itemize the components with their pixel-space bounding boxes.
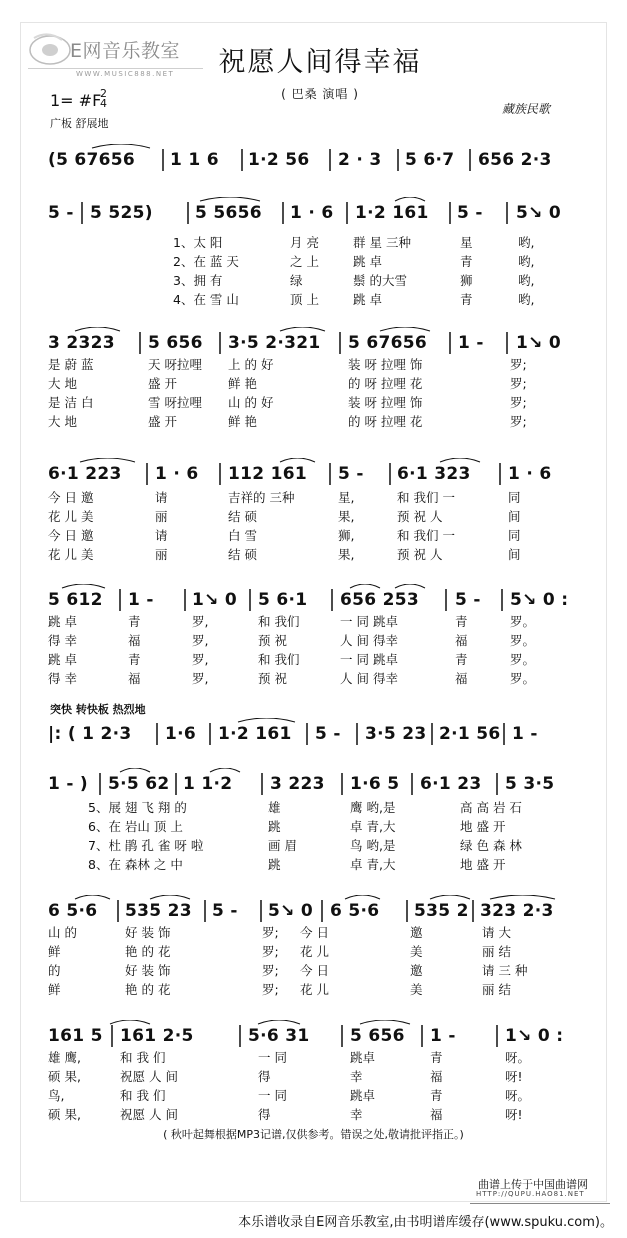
lyric-segment: 星, xyxy=(338,490,355,505)
measure-notes: 1·2 161 xyxy=(218,724,292,744)
lyric-segment: 之 上 xyxy=(290,254,319,269)
notation-row xyxy=(0,144,627,174)
measure-notes: 5 656 xyxy=(350,1026,405,1046)
lyric-line xyxy=(0,631,627,649)
slur xyxy=(62,584,105,588)
slur xyxy=(395,584,425,588)
lyric-line xyxy=(0,526,627,544)
slur xyxy=(75,895,110,899)
slur xyxy=(75,327,120,331)
lyric-segment: 跳卓 xyxy=(350,1050,376,1065)
lyric-segment: 丽 xyxy=(155,509,168,524)
footer-source: 本乐谱收录自E网音乐教室,由书明谱库缓存(www.spuku.com)。 xyxy=(238,1215,613,1230)
lyric-segment: 和 我们 一 xyxy=(397,528,455,543)
measure-notes: 5 - xyxy=(455,590,481,610)
measure-notes: 5 5656 xyxy=(195,203,262,223)
lyric-segment: 青 xyxy=(460,292,473,307)
singer-credit: ( 巴桑 演唱 ) xyxy=(281,87,359,101)
lyric-segment: 罗; xyxy=(262,982,279,997)
measure-notes: 535 23 xyxy=(125,901,192,921)
lyric-segment: 福 xyxy=(430,1069,443,1084)
measure-notes: 1 - xyxy=(458,333,484,353)
measure-notes: 1 - xyxy=(128,590,154,610)
slur xyxy=(490,895,555,899)
lyric-segment: 跳 xyxy=(268,819,281,834)
lyric-segment: 邀 xyxy=(410,963,423,978)
lyric-segment: 雄 xyxy=(268,800,281,815)
slur xyxy=(345,895,380,899)
key-label: 1= #F xyxy=(50,91,102,110)
measure-notes: 1↘ 0 xyxy=(192,590,238,610)
lyric-segment: 鲜 xyxy=(48,982,61,997)
lyric-segment: 地 盛 开 xyxy=(460,819,506,834)
lyric-line xyxy=(0,961,627,979)
measure-notes: 5 612 xyxy=(48,590,103,610)
lyric-segment: 6、在 岩山 顶 上 xyxy=(88,819,183,834)
lyric-segment: 罗。 xyxy=(510,652,536,667)
lyric-segment: 罗, xyxy=(192,671,209,686)
lyric-line xyxy=(0,817,627,835)
lyric-segment: 地 盛 开 xyxy=(460,857,506,872)
lyric-segment: 3、拥 有 xyxy=(173,273,223,288)
lyric-segment: 跳 卓 xyxy=(353,292,382,307)
lyric-segment: 幸 xyxy=(350,1107,363,1122)
measure-notes: 3 223 xyxy=(270,774,325,794)
lyric-line xyxy=(0,923,627,941)
slur xyxy=(150,895,190,899)
lyric-segment: 跳 卓 xyxy=(353,254,382,269)
lyric-segment: 青 xyxy=(128,652,141,667)
lyric-segment: 间 xyxy=(508,547,521,562)
lyric-segment: 一 同 xyxy=(258,1050,287,1065)
measure-notes: 1 - xyxy=(512,724,538,744)
measure-notes: |: ( 1 2·3 xyxy=(48,724,132,744)
lyric-segment: 星 xyxy=(460,235,473,250)
lyric-segment: 罗, xyxy=(192,652,209,667)
slur xyxy=(350,584,380,588)
lyric-segment: 罗。 xyxy=(510,671,536,686)
lyric-segment: 同 xyxy=(508,490,521,505)
lyric-segment: 鲜 艳 xyxy=(228,376,257,391)
measure-notes: 6·1 23 xyxy=(420,774,482,794)
lyric-segment: 呀。 xyxy=(505,1050,531,1065)
lyric-segment: 青 xyxy=(430,1088,443,1103)
lyric-segment: 鸟, xyxy=(48,1088,65,1103)
slur xyxy=(440,458,480,462)
lyric-segment: 上 的 好 xyxy=(228,357,274,372)
measure-notes: 5 - xyxy=(338,464,364,484)
measure-notes: 5 6·7 xyxy=(405,150,455,170)
lyric-segment: 得 幸 xyxy=(48,633,77,648)
lyric-segment: 得 xyxy=(258,1069,271,1084)
lyric-line xyxy=(0,1105,627,1123)
lyric-segment: 请 xyxy=(155,528,168,543)
lyric-segment: 青 xyxy=(128,614,141,629)
measure-notes: 5·5 62 xyxy=(108,774,170,794)
lyric-segment: 花 儿 美 xyxy=(48,547,94,562)
lyric-segment: 装 呀 拉哩 饰 xyxy=(348,395,423,410)
notation-row xyxy=(0,895,627,925)
lyric-segment: 雪 呀拉哩 xyxy=(148,395,202,410)
measure-notes: 161 2·5 xyxy=(120,1026,194,1046)
lyric-segment: 5、展 翅 飞 翔 的 xyxy=(88,800,187,815)
lyric-line xyxy=(0,798,627,816)
measure-notes: 6·1 223 xyxy=(48,464,122,484)
measure-notes: 5 3·5 xyxy=(505,774,555,794)
measure-notes: 2 · 3 xyxy=(338,150,382,170)
lyric-segment: 鲜 艳 xyxy=(228,414,257,429)
lyric-segment: 今 日 xyxy=(300,963,329,978)
lyric-segment: 狮, xyxy=(338,528,355,543)
measure-notes: 5 6·1 xyxy=(258,590,308,610)
tempo-marking-2: 突快 转快板 热烈地 xyxy=(50,703,146,716)
lyric-line xyxy=(0,1086,627,1104)
lyric-segment: 今 日 邀 xyxy=(48,490,94,505)
slur xyxy=(280,327,325,331)
notation-row xyxy=(0,768,627,798)
lyric-segment: 一 同 跳卓 xyxy=(340,614,398,629)
lyric-segment: 硕 果, xyxy=(48,1069,81,1084)
lyric-segment: 跳 xyxy=(268,857,281,872)
lyric-segment: 雄 鹰, xyxy=(48,1050,81,1065)
lyric-segment: 1、太 阳 xyxy=(173,235,223,250)
notation-row xyxy=(0,1020,627,1050)
logo-text: E网音乐教室 xyxy=(70,40,181,62)
lyric-line xyxy=(0,980,627,998)
lyric-segment: 间 xyxy=(508,509,521,524)
measure-notes: 5 - xyxy=(48,203,74,223)
measure-notes: 3·5 23 xyxy=(365,724,427,744)
measure-notes: 3·5 2·321 xyxy=(228,333,321,353)
lyric-segment: 果, xyxy=(338,509,355,524)
lyric-segment: 哟, xyxy=(518,235,535,250)
lyric-line xyxy=(0,650,627,668)
lyric-segment: 哟, xyxy=(518,273,535,288)
lyric-segment: 福 xyxy=(455,633,468,648)
lyric-segment: 鸟 哟,是 xyxy=(350,838,396,853)
measure-notes: 1↘ 0 xyxy=(516,333,562,353)
notation-row xyxy=(0,458,627,488)
lyric-segment: 花 儿 xyxy=(300,944,329,959)
lyric-segment: 7、杜 鹃 孔 雀 呀 啦 xyxy=(88,838,204,853)
slur xyxy=(200,197,260,201)
measure-notes: 5↘ 0 xyxy=(516,203,562,223)
lyric-segment: 今 日 邀 xyxy=(48,528,94,543)
lyric-segment: 和 我们 xyxy=(258,652,300,667)
measure-notes: 5 67656 xyxy=(348,333,427,353)
measure-notes: 1 1 6 xyxy=(170,150,219,170)
lyric-segment: 哟, xyxy=(518,254,535,269)
time-sig-top: 2 xyxy=(100,87,107,100)
lyric-segment: 盛 开 xyxy=(148,414,177,429)
measure-notes: 2·1 56 xyxy=(439,724,501,744)
lyric-segment: 和 我们 一 xyxy=(397,490,455,505)
measure-notes: (5 67656 xyxy=(48,150,136,170)
lyric-segment: 美 xyxy=(410,944,423,959)
lyric-segment: 罗; xyxy=(510,357,527,372)
lyric-segment: 狮 xyxy=(460,273,473,288)
lyric-segment: 卓 青,大 xyxy=(350,857,396,872)
lyric-segment: 月 亮 xyxy=(290,235,319,250)
lyric-segment: 人 间 得幸 xyxy=(340,671,398,686)
lyric-segment: 罗; xyxy=(510,376,527,391)
lyric-segment: 福 xyxy=(455,671,468,686)
slur xyxy=(92,144,150,148)
lyric-segment: 青 xyxy=(430,1050,443,1065)
lyric-segment: 和 我 们 xyxy=(120,1050,166,1065)
lyric-line xyxy=(0,1067,627,1085)
measure-notes: 1 1·2 xyxy=(183,774,233,794)
lyric-segment: 硕 果, xyxy=(48,1107,81,1122)
measure-notes: 112 161 xyxy=(228,464,307,484)
lyric-segment: 2、在 蓝 天 xyxy=(173,254,239,269)
lyric-line xyxy=(0,1048,627,1066)
lyric-segment: 祝愿 人 间 xyxy=(120,1069,178,1084)
slur xyxy=(258,1020,300,1024)
lyric-segment: 预 祝 xyxy=(258,633,287,648)
lyric-segment: 丽 结 xyxy=(482,944,511,959)
measure-notes: 1·6 5 xyxy=(350,774,400,794)
lyric-line xyxy=(0,612,627,630)
lyric-segment: 人 间 得幸 xyxy=(340,633,398,648)
lyric-segment: 请 xyxy=(155,490,168,505)
lyric-segment: 呀! xyxy=(505,1069,523,1084)
measure-notes: 5↘ 0 : xyxy=(510,590,569,610)
lyric-segment: 8、在 森林 之 中 xyxy=(88,857,183,872)
song-title: 祝愿人间得幸福 xyxy=(218,47,422,78)
lyric-segment: 绿 xyxy=(290,273,303,288)
lyric-segment: 邀 xyxy=(410,925,423,940)
lyric-segment: 一 同 xyxy=(258,1088,287,1103)
lyric-line xyxy=(0,393,627,411)
lyric-segment: 罗。 xyxy=(510,633,536,648)
lyric-segment: 果, xyxy=(338,547,355,562)
lyric-segment: 是 蔚 蓝 xyxy=(48,357,94,372)
notation-row xyxy=(0,584,627,614)
lyric-line xyxy=(0,355,627,373)
lyric-segment: 结 硕 xyxy=(228,547,257,562)
lyric-segment: 一 同 跳卓 xyxy=(340,652,398,667)
measure-notes: 1 · 6 xyxy=(155,464,199,484)
lyric-segment: 罗; xyxy=(262,925,279,940)
measure-notes: 5 - xyxy=(212,901,238,921)
lyric-segment: 鬃 的大雪 xyxy=(353,273,407,288)
lyric-segment: 和 我 们 xyxy=(120,1088,166,1103)
time-signature xyxy=(100,89,107,109)
lyric-segment: 请 大 xyxy=(482,925,511,940)
lyric-segment: 鹰 哟,是 xyxy=(350,800,396,815)
lyric-segment: 盛 开 xyxy=(148,376,177,391)
lyric-segment: 跳卓 xyxy=(350,1088,376,1103)
lyric-segment: 鲜 xyxy=(48,944,61,959)
lyric-segment: 罗, xyxy=(192,633,209,648)
measure-notes: 656 2·3 xyxy=(478,150,552,170)
lyric-segment: 罗; xyxy=(510,414,527,429)
slur xyxy=(80,458,135,462)
measure-notes: 323 2·3 xyxy=(480,901,554,921)
lyric-segment: 4、在 雪 山 xyxy=(173,292,239,307)
notation-row xyxy=(0,327,627,357)
lyric-segment: 山 的 xyxy=(48,925,77,940)
credit-divider xyxy=(470,1203,610,1204)
lyric-line xyxy=(0,252,627,270)
slur xyxy=(238,718,295,722)
lyric-segment: 艳 的 花 xyxy=(125,982,171,997)
lyric-segment: 结 硕 xyxy=(228,509,257,524)
measure-notes: 1↘ 0 : xyxy=(505,1026,564,1046)
lyric-segment: 好 装 饰 xyxy=(125,925,171,940)
lyric-segment: 吉祥的 三种 xyxy=(228,490,295,505)
slur xyxy=(210,768,240,772)
lyric-segment: 预 祝 人 xyxy=(397,547,443,562)
slur xyxy=(110,1020,150,1024)
lyric-segment: 大 地 xyxy=(48,414,77,429)
lyric-segment: 预 祝 xyxy=(258,671,287,686)
time-sig-bottom: 4 xyxy=(100,97,107,110)
measure-notes: 5 525) xyxy=(90,203,153,223)
slur xyxy=(430,895,470,899)
lyric-segment: 罗; xyxy=(262,944,279,959)
lyric-segment: 青 xyxy=(460,254,473,269)
lyric-segment: 画 眉 xyxy=(268,838,297,853)
measure-notes: 5↘ 0 xyxy=(268,901,314,921)
lyric-line xyxy=(0,374,627,392)
measure-notes: 5·6 31 xyxy=(248,1026,310,1046)
lyric-segment: 艳 的 花 xyxy=(125,944,171,959)
measure-notes: 1·6 xyxy=(165,724,197,744)
lyric-segment: 罗。 xyxy=(510,614,536,629)
lyric-line xyxy=(0,233,627,251)
lyric-segment: 罗, xyxy=(192,614,209,629)
lyric-segment: 呀。 xyxy=(505,1088,531,1103)
upload-url[interactable]: HTTP://QUPU.HAO81.NET xyxy=(476,1190,585,1198)
lyric-segment: 跳 卓 xyxy=(48,614,77,629)
measure-notes: 1 · 6 xyxy=(290,203,334,223)
lyric-segment: 天 呀拉哩 xyxy=(148,357,202,372)
lyric-line xyxy=(0,942,627,960)
measure-notes: 1·2 161 xyxy=(355,203,429,223)
lyric-segment: 得 幸 xyxy=(48,671,77,686)
measure-notes: 161 5 xyxy=(48,1026,103,1046)
measure-notes: 5 - xyxy=(457,203,483,223)
lyric-segment: 幸 xyxy=(350,1069,363,1084)
tempo-marking-1: 广板 舒展地 xyxy=(50,117,109,130)
transcriber-note: ( 秋叶起舞根据MP3记谱,仅供参考。错误之处,敬请批评指正。) xyxy=(163,1128,464,1141)
lyric-segment: 丽 xyxy=(155,547,168,562)
lyric-segment: 高 高 岩 石 xyxy=(460,800,522,815)
lyric-line xyxy=(0,855,627,873)
lyric-segment: 福 xyxy=(430,1107,443,1122)
slur xyxy=(380,327,430,331)
lyric-segment: 花 儿 美 xyxy=(48,509,94,524)
lyric-segment: 装 呀 拉哩 饰 xyxy=(348,357,423,372)
measure-notes: 6·1 323 xyxy=(397,464,471,484)
lyric-segment: 青 xyxy=(455,652,468,667)
lyric-line xyxy=(0,836,627,854)
lyric-segment: 山 的 好 xyxy=(228,395,274,410)
lyric-segment: 福 xyxy=(128,633,141,648)
lyric-segment: 白 雪 xyxy=(228,528,257,543)
lyric-segment: 罗; xyxy=(262,963,279,978)
logo-url: WWW.MUSIC888.NET xyxy=(76,70,175,78)
lyric-segment: 哟, xyxy=(518,292,535,307)
lyric-segment: 绿 色 森 林 xyxy=(460,838,522,853)
measure-notes: 6 5·6 xyxy=(48,901,98,921)
lyric-segment: 祝愿 人 间 xyxy=(120,1107,178,1122)
measure-notes: 1 · 6 xyxy=(508,464,552,484)
lyric-line xyxy=(0,545,627,563)
measure-notes: 1·2 56 xyxy=(248,150,310,170)
lyric-segment: 的 呀 拉哩 花 xyxy=(348,414,423,429)
measure-notes: 535 2 xyxy=(414,901,469,921)
lyric-segment: 跳 卓 xyxy=(48,652,77,667)
notation-row xyxy=(0,197,627,227)
lyric-line xyxy=(0,669,627,687)
measure-notes: 5 - xyxy=(315,724,341,744)
upload-credit[interactable]: 曲谱上传于中国曲谱网 xyxy=(478,1178,588,1191)
lyric-segment: 得 xyxy=(258,1107,271,1122)
measure-notes: 656 253 xyxy=(340,590,419,610)
lyric-segment: 大 地 xyxy=(48,376,77,391)
lyric-segment: 同 xyxy=(508,528,521,543)
slur xyxy=(280,458,315,462)
lyric-segment: 群 星 三种 xyxy=(353,235,411,250)
slur xyxy=(120,768,150,772)
lyric-segment: 是 洁 白 xyxy=(48,395,94,410)
lyric-line xyxy=(0,290,627,308)
lyric-segment: 罗; xyxy=(510,395,527,410)
song-origin: 藏族民歌 xyxy=(502,102,551,116)
lyric-line xyxy=(0,488,627,506)
lyric-segment: 请 三 种 xyxy=(482,963,528,978)
lyric-segment: 和 我们 xyxy=(258,614,300,629)
slur xyxy=(360,1020,410,1024)
lyric-line xyxy=(0,271,627,289)
measure-notes: 1 - ) xyxy=(48,774,88,794)
lyric-segment: 青 xyxy=(455,614,468,629)
measure-notes: 1 - xyxy=(430,1026,456,1046)
lyric-segment: 丽 结 xyxy=(482,982,511,997)
lyric-line xyxy=(0,412,627,430)
lyric-line xyxy=(0,507,627,525)
lyric-segment: 呀! xyxy=(505,1107,523,1122)
lyric-segment: 花 儿 xyxy=(300,982,329,997)
lyric-segment: 预 祝 人 xyxy=(397,509,443,524)
key-signature xyxy=(50,87,107,110)
measure-notes: 6 5·6 xyxy=(330,901,380,921)
measure-notes: 5 656 xyxy=(148,333,203,353)
lyric-segment: 好 装 饰 xyxy=(125,963,171,978)
slur xyxy=(395,197,425,201)
lyric-segment: 今 日 xyxy=(300,925,329,940)
lyric-segment: 美 xyxy=(410,982,423,997)
measure-notes: 3 2323 xyxy=(48,333,115,353)
lyric-segment: 卓 青,大 xyxy=(350,819,396,834)
lyric-segment: 的 xyxy=(48,963,61,978)
lyric-segment: 福 xyxy=(128,671,141,686)
lyric-segment: 顶 上 xyxy=(290,292,319,307)
lyric-segment: 的 呀 拉哩 花 xyxy=(348,376,423,391)
notation-row xyxy=(0,718,627,748)
